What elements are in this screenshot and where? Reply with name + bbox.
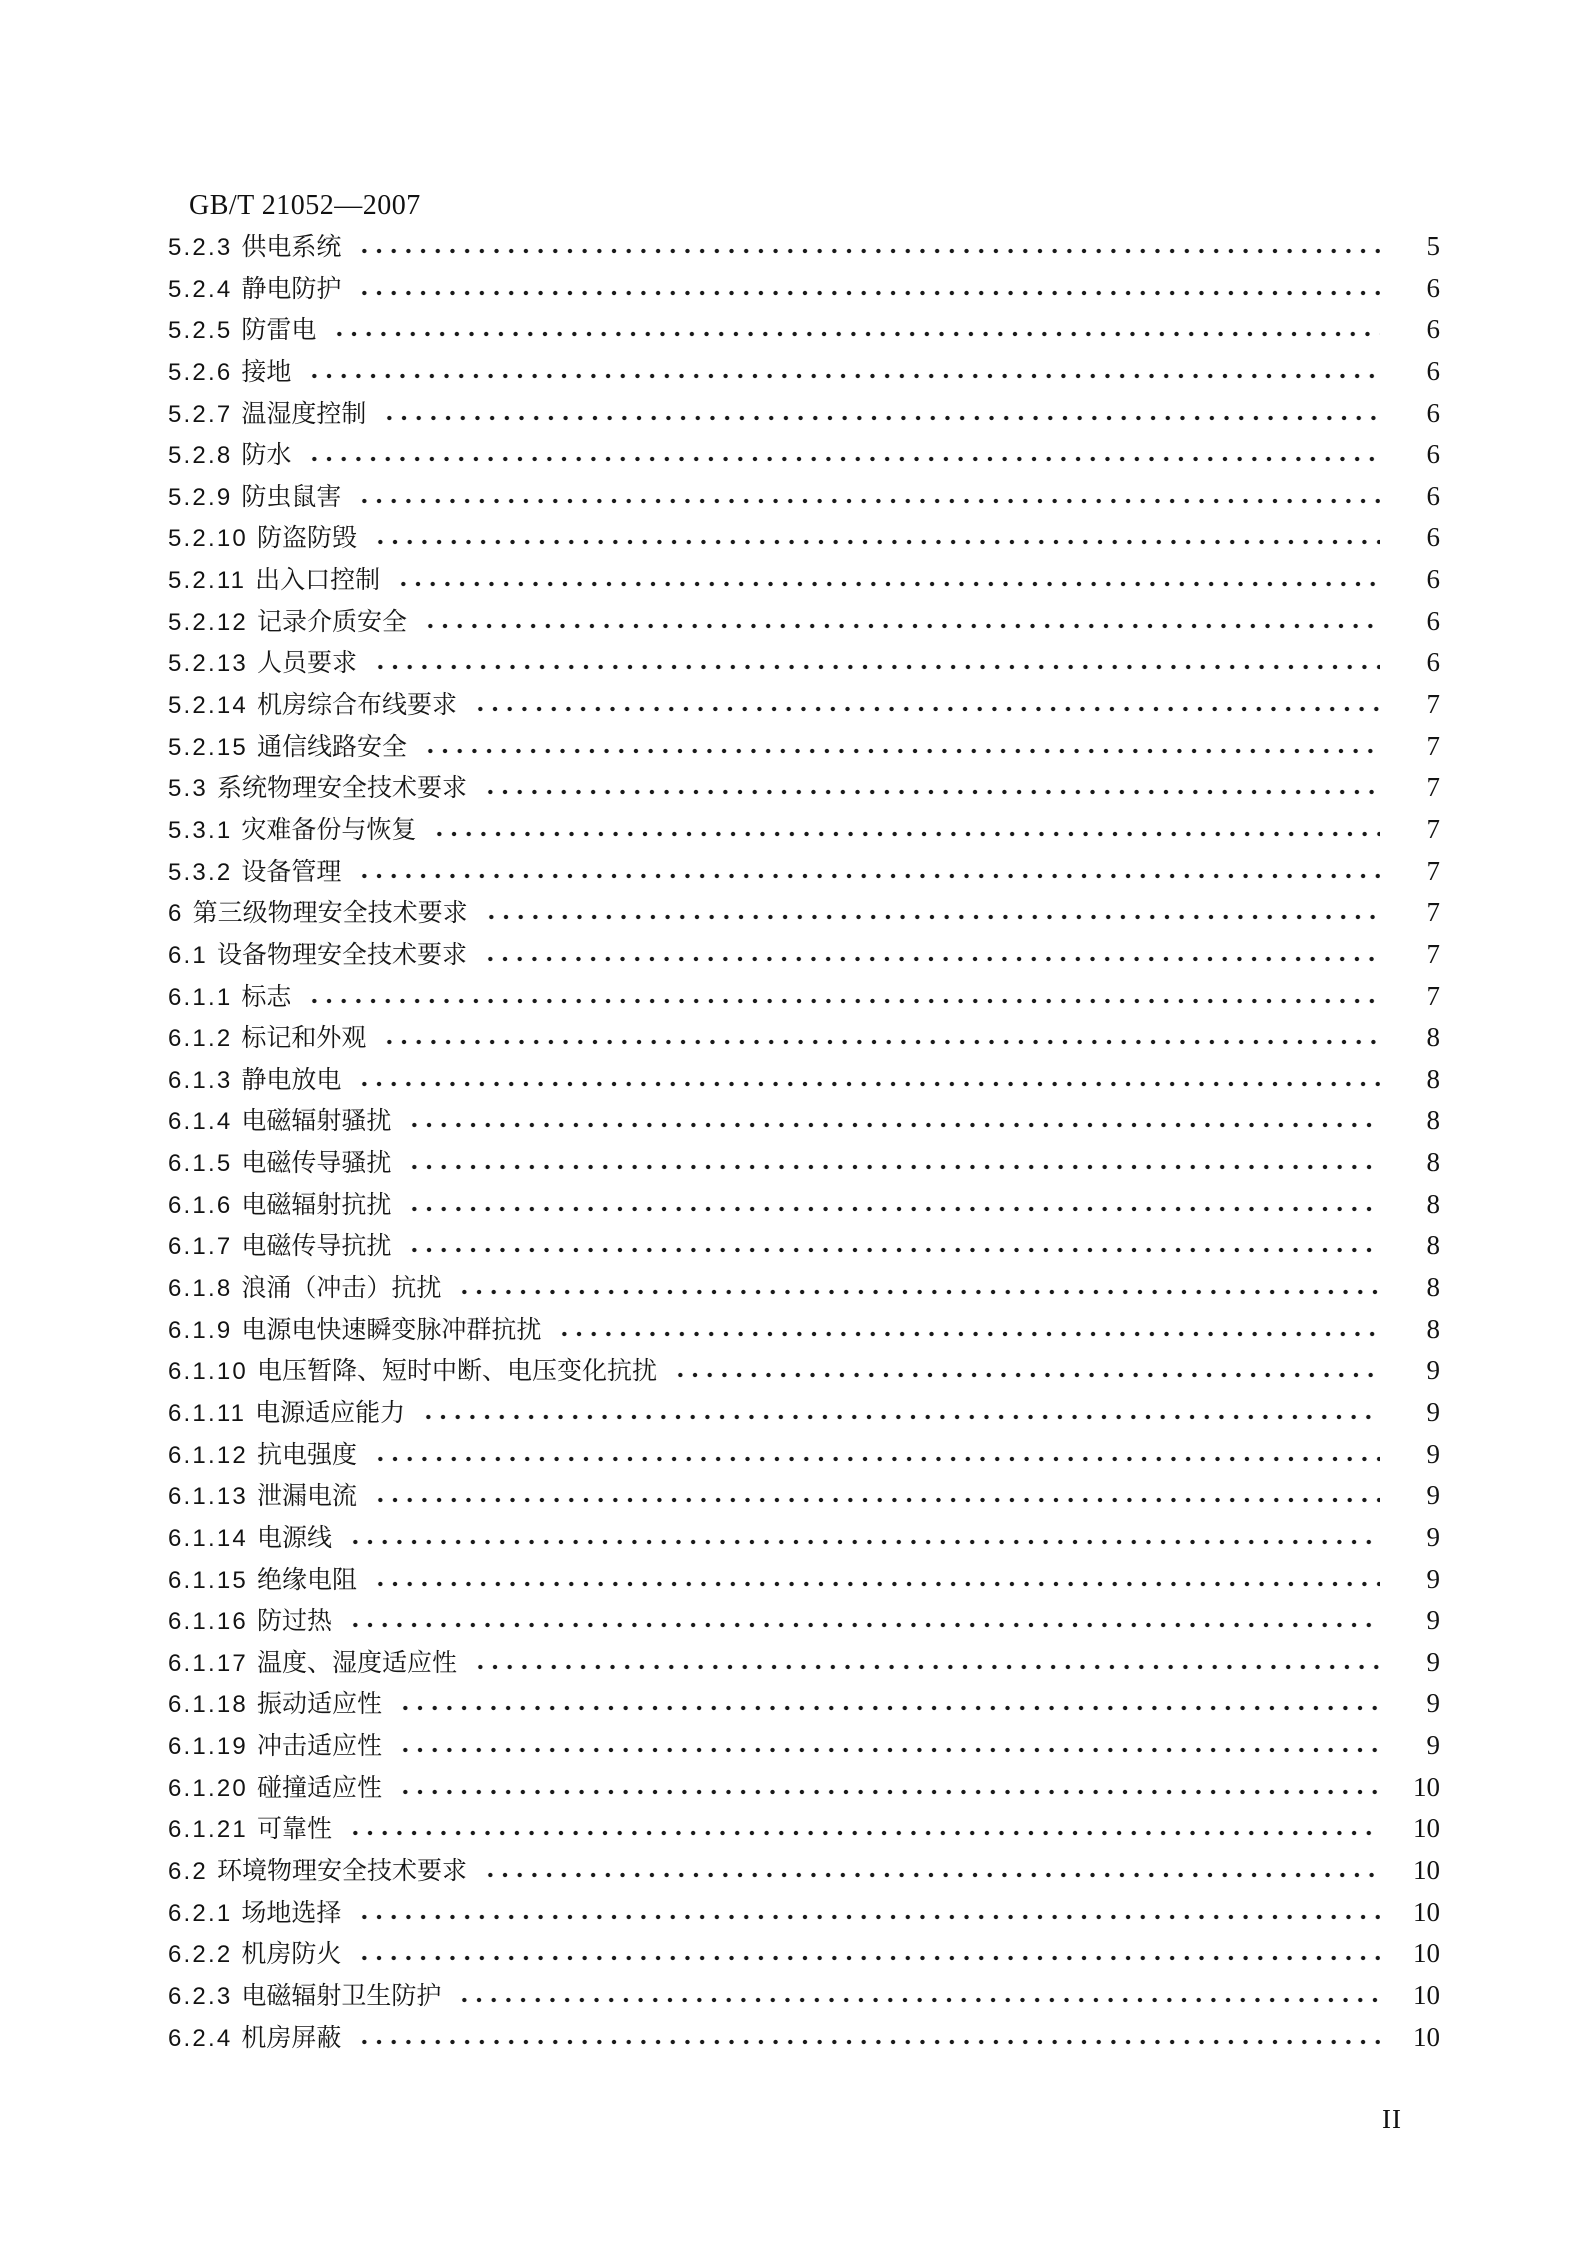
toc-entry-number: 6.1.11 <box>168 1399 247 1427</box>
toc-entry-number: 5.2.12 <box>168 608 248 636</box>
toc-entry-number: 5.2.9 <box>168 483 233 511</box>
toc-entry-number: 5.2.10 <box>168 525 248 553</box>
toc-entry-number: 6.2.4 <box>168 2024 233 2052</box>
toc-entry-page: 7 <box>1426 730 1440 761</box>
dot-leader <box>305 455 1380 463</box>
dot-leader <box>396 1788 1380 1796</box>
toc-entry-title: 可靠性 <box>256 1816 332 1844</box>
toc-entry-page: 9 <box>1426 1563 1440 1594</box>
toc-entry-number: 5.2.4 <box>168 275 233 303</box>
toc-entry <box>168 227 1440 269</box>
toc-entry-page: 10 <box>1413 1813 1440 1844</box>
toc-entry-number: 5.2.3 <box>168 234 233 261</box>
dot-leader <box>380 414 1380 422</box>
toc-entry-page: 6 <box>1426 605 1440 636</box>
toc-entry-number: 6.1.21 <box>168 1816 248 1844</box>
toc-entry-page: 7 <box>1426 689 1440 720</box>
toc-entry-number: 6.1.19 <box>168 1733 248 1761</box>
toc-entry-page: 6 <box>1426 397 1440 428</box>
toc-entry-page: 7 <box>1426 855 1440 886</box>
toc-entry-number: 6.1.18 <box>168 1691 248 1719</box>
dot-leader <box>405 1246 1380 1254</box>
toc-entry-page: 6 <box>1426 564 1440 595</box>
toc-entry <box>168 1518 1440 1560</box>
toc-entry-title: 标志 <box>241 983 292 1011</box>
dot-leader <box>555 1330 1380 1338</box>
toc-entry <box>168 1393 1440 1435</box>
dot-leader <box>405 1163 1380 1171</box>
toc-entry-title: 环境物理安全技术要求 <box>216 1857 467 1885</box>
toc-entry-title: 记录介质安全 <box>256 608 407 636</box>
dot-leader <box>355 289 1380 297</box>
toc-entry-page: 7 <box>1426 897 1440 928</box>
dot-leader <box>371 538 1380 546</box>
toc-entry-page: 10 <box>1413 2021 1440 2052</box>
dot-leader <box>471 705 1380 713</box>
dot-leader <box>405 1205 1380 1213</box>
toc-entry <box>168 1435 1440 1477</box>
toc-entry-title: 机房综合布线要求 <box>256 692 457 720</box>
toc-entry-page: 8 <box>1426 1188 1440 1219</box>
toc-entry-title: 碰撞适应性 <box>256 1774 382 1802</box>
toc-list <box>168 227 1440 2059</box>
dot-leader <box>430 830 1380 838</box>
toc-entry-title: 供电系统 <box>241 234 342 261</box>
toc-entry <box>168 935 1440 977</box>
dot-leader <box>671 1371 1380 1379</box>
toc-entry <box>168 1018 1440 1060</box>
toc-entry-number: 6.2.3 <box>168 1982 233 2010</box>
toc-entry-number: 5.3.2 <box>168 858 233 886</box>
toc-entry-title: 机房屏蔽 <box>241 2024 342 2052</box>
toc-entry-title: 电源适应能力 <box>255 1399 406 1427</box>
toc-entry-page: 8 <box>1426 1147 1440 1178</box>
toc-entry-title: 通信线路安全 <box>256 733 407 761</box>
toc-entry <box>168 1351 1440 1393</box>
toc-entry <box>168 1226 1440 1268</box>
toc-entry <box>168 1310 1440 1352</box>
toc-entry <box>168 1185 1440 1227</box>
toc-entry <box>168 1101 1440 1143</box>
toc-entry <box>168 977 1440 1019</box>
toc-entry-page: 9 <box>1426 1605 1440 1636</box>
toc-entry-title: 人员要求 <box>256 650 357 678</box>
toc-entry-page: 6 <box>1426 314 1440 345</box>
toc-entry <box>168 1268 1440 1310</box>
dot-leader <box>481 1871 1380 1879</box>
toc-entry-title: 第三级物理安全技术要求 <box>192 900 468 928</box>
toc-entry-number: 6.2 <box>168 1857 208 1885</box>
toc-entry-title: 防雷电 <box>241 317 317 345</box>
page-number-footer: II <box>1382 2104 1402 2134</box>
toc-entry-title: 温度、湿度适应性 <box>256 1649 457 1677</box>
toc-entry-page: 7 <box>1426 980 1440 1011</box>
dot-leader <box>396 1704 1380 1712</box>
toc-entry-page: 9 <box>1426 1521 1440 1552</box>
toc-entry-title: 电压暂降、短时中断、电压变化抗扰 <box>256 1358 657 1386</box>
toc-entry <box>168 310 1440 352</box>
dot-leader <box>421 747 1380 755</box>
toc-entry-number: 6.1.10 <box>168 1358 248 1386</box>
toc-entry-title: 标记和外观 <box>241 1025 367 1053</box>
toc-entry <box>168 352 1440 394</box>
toc-entry-title: 抗电强度 <box>256 1441 357 1469</box>
toc-entry-page: 9 <box>1426 1480 1440 1511</box>
toc-entry-page: 9 <box>1426 1730 1440 1761</box>
toc-entry-number: 5.2.13 <box>168 650 248 678</box>
toc-entry <box>168 477 1440 519</box>
toc-entry <box>168 1726 1440 1768</box>
toc-entry-number: 5.2.7 <box>168 400 233 428</box>
toc-entry-number: 6.1.1 <box>168 983 233 1011</box>
dot-leader <box>346 1829 1380 1837</box>
toc-entry-number: 5.2.5 <box>168 317 233 345</box>
toc-entry-title: 振动适应性 <box>256 1691 382 1719</box>
toc-entry <box>168 852 1440 894</box>
toc-entry-title: 静电防护 <box>241 275 342 303</box>
toc-entry-title: 机房防火 <box>241 1941 342 1969</box>
toc-entry-number: 6.1.4 <box>168 1108 233 1136</box>
toc-entry-title: 电磁辐射抗扰 <box>241 1191 392 1219</box>
toc-entry-number: 6.1.8 <box>168 1275 233 1303</box>
toc-entry-page: 7 <box>1426 772 1440 803</box>
toc-entry-number: 6.1.12 <box>168 1441 248 1469</box>
dot-leader <box>346 1538 1380 1546</box>
dot-leader <box>355 1913 1380 1921</box>
dot-leader <box>394 580 1380 588</box>
toc-entry-page: 6 <box>1426 272 1440 303</box>
toc-entry-number: 6.1.17 <box>168 1649 248 1677</box>
toc-entry-title: 设备物理安全技术要求 <box>216 941 467 969</box>
toc-entry-page: 7 <box>1426 938 1440 969</box>
toc-entry-number: 6.1 <box>168 941 208 969</box>
toc-entry-page: 9 <box>1426 1646 1440 1677</box>
toc-entry <box>168 2018 1440 2060</box>
toc-entry-number: 5.2.6 <box>168 358 233 386</box>
toc-entry-number: 5.3 <box>168 775 208 803</box>
toc-entry-title: 系统物理安全技术要求 <box>216 775 467 803</box>
toc-entry-page: 8 <box>1426 1272 1440 1303</box>
toc-entry-number: 6.1.15 <box>168 1566 248 1594</box>
dot-leader <box>355 2038 1380 2046</box>
toc-entry-title: 防虫鼠害 <box>241 483 342 511</box>
toc-entry <box>168 518 1440 560</box>
dot-leader <box>482 913 1380 921</box>
dot-leader <box>355 872 1380 880</box>
toc-entry-page: 10 <box>1413 1938 1440 1969</box>
toc-entry-number: 5.3.1 <box>168 816 233 844</box>
toc-entry <box>168 560 1440 602</box>
toc-entry-page: 6 <box>1426 439 1440 470</box>
toc-entry-number: 5.2.11 <box>168 567 247 595</box>
toc-entry <box>168 1476 1440 1518</box>
toc-entry-page: 7 <box>1426 813 1440 844</box>
toc-entry <box>168 269 1440 311</box>
toc-entry <box>168 1560 1440 1602</box>
toc-entry-title: 防盗防毁 <box>256 525 357 553</box>
toc-entry-number: 6.1.14 <box>168 1524 248 1552</box>
toc-entry-title: 接地 <box>241 358 292 386</box>
dot-leader <box>330 330 1380 338</box>
dot-leader <box>396 1746 1380 1754</box>
toc-entry-number: 6.2.2 <box>168 1941 233 1969</box>
dot-leader <box>471 1663 1380 1671</box>
toc-entry <box>168 1684 1440 1726</box>
toc-entry-number: 6.1.7 <box>168 1233 233 1261</box>
toc-entry <box>168 1976 1440 2018</box>
toc-entry-page: 9 <box>1426 1396 1440 1427</box>
toc-entry-page: 8 <box>1426 1105 1440 1136</box>
toc-entry-page: 6 <box>1426 480 1440 511</box>
dot-leader <box>421 622 1380 630</box>
toc-entry-page: 9 <box>1426 1438 1440 1469</box>
dot-leader <box>355 1954 1380 1962</box>
toc-entry-page: 10 <box>1413 1896 1440 1927</box>
dot-leader <box>346 1621 1380 1629</box>
toc-entry <box>168 893 1440 935</box>
toc-entry-number: 6.1.6 <box>168 1191 233 1219</box>
toc-entry-title: 电磁传导抗扰 <box>241 1233 392 1261</box>
toc-entry-number: 6.1.20 <box>168 1774 248 1802</box>
toc-entry-page: 8 <box>1426 1022 1440 1053</box>
toc-entry-title: 电源电快速瞬变脉冲群抗扰 <box>241 1316 542 1344</box>
dot-leader <box>371 1580 1380 1588</box>
toc-entry-page: 8 <box>1426 1230 1440 1261</box>
dot-leader <box>355 247 1380 255</box>
toc-entry <box>168 394 1440 436</box>
dot-leader <box>481 955 1380 963</box>
dot-leader <box>455 1288 1380 1296</box>
toc-entry-title: 温湿度控制 <box>241 400 367 428</box>
toc-entry-title: 电磁辐射骚扰 <box>241 1108 392 1136</box>
toc-entry <box>168 1643 1440 1685</box>
dot-leader <box>405 1121 1380 1129</box>
toc-entry-page: 10 <box>1413 1854 1440 1885</box>
toc-entry <box>168 602 1440 644</box>
toc-entry-title: 静电放电 <box>241 1066 342 1094</box>
toc-entry-title: 灾难备份与恢复 <box>241 816 417 844</box>
toc-entry-number: 6 <box>168 900 184 928</box>
dot-leader <box>355 497 1380 505</box>
dot-leader <box>305 372 1380 380</box>
toc-entry-number: 6.1.13 <box>168 1483 248 1511</box>
dot-leader <box>419 1413 1380 1421</box>
dot-leader <box>371 1496 1380 1504</box>
toc-entry-number: 5.2.15 <box>168 733 248 761</box>
toc-entry <box>168 1768 1440 1810</box>
toc-entry-title: 电磁辐射卫生防护 <box>241 1982 442 2010</box>
dot-leader <box>380 1038 1380 1046</box>
toc-entry-title: 出入口控制 <box>255 567 381 595</box>
toc-entry-page: 6 <box>1426 355 1440 386</box>
toc-entry-title: 防水 <box>241 442 292 470</box>
toc-entry <box>168 643 1440 685</box>
toc-entry-number: 6.1.3 <box>168 1066 233 1094</box>
toc-entry <box>168 1851 1440 1893</box>
toc-entry <box>168 1143 1440 1185</box>
toc-entry-page: 10 <box>1413 1771 1440 1802</box>
toc-entry-title: 防过热 <box>256 1608 332 1636</box>
toc-entry-title: 绝缘电阻 <box>256 1566 357 1594</box>
toc-entry-page: 10 <box>1413 1979 1440 2010</box>
toc-entry <box>168 435 1440 477</box>
dot-leader <box>355 1080 1380 1088</box>
toc-entry-title: 泄漏电流 <box>256 1483 357 1511</box>
toc-entry-number: 6.1.16 <box>168 1608 248 1636</box>
dot-leader <box>481 788 1380 796</box>
toc-entry <box>168 768 1440 810</box>
toc-entry-title: 浪涌（冲击）抗扰 <box>241 1275 442 1303</box>
toc-entry-page: 9 <box>1426 1688 1440 1719</box>
toc-entry-page: 8 <box>1426 1063 1440 1094</box>
toc-entry-title: 电源线 <box>256 1524 332 1552</box>
dot-leader <box>371 1455 1380 1463</box>
toc-entry <box>168 727 1440 769</box>
toc-entry-number: 5.2.14 <box>168 692 248 720</box>
toc-entry-page: 6 <box>1426 522 1440 553</box>
dot-leader <box>305 997 1380 1005</box>
toc-entry-title: 电磁传导骚扰 <box>241 1150 392 1178</box>
toc-entry <box>168 1601 1440 1643</box>
toc-entry <box>168 1809 1440 1851</box>
toc-entry <box>168 1893 1440 1935</box>
dot-leader <box>371 663 1380 671</box>
toc-entry <box>168 685 1440 727</box>
toc-entry-page: 6 <box>1426 647 1440 678</box>
toc-entry-title: 场地选择 <box>241 1899 342 1927</box>
toc-entry-number: 6.2.1 <box>168 1899 233 1927</box>
toc-entry-number: 5.2.8 <box>168 442 233 470</box>
toc-entry <box>168 1934 1440 1976</box>
standard-number-header: GB/T 21052—2007 <box>189 190 421 221</box>
toc-entry-number: 6.1.9 <box>168 1316 233 1344</box>
toc-entry <box>168 1060 1440 1102</box>
toc-entry-title: 设备管理 <box>241 858 342 886</box>
toc-entry-page: 9 <box>1426 1355 1440 1386</box>
toc-entry-number: 6.1.5 <box>168 1150 233 1178</box>
toc-entry-page: 5 <box>1426 231 1440 261</box>
toc-entry-number: 6.1.2 <box>168 1025 233 1053</box>
dot-leader <box>455 1996 1380 2004</box>
toc-entry <box>168 810 1440 852</box>
toc-entry-title: 冲击适应性 <box>256 1733 382 1761</box>
toc-entry-page: 8 <box>1426 1313 1440 1344</box>
